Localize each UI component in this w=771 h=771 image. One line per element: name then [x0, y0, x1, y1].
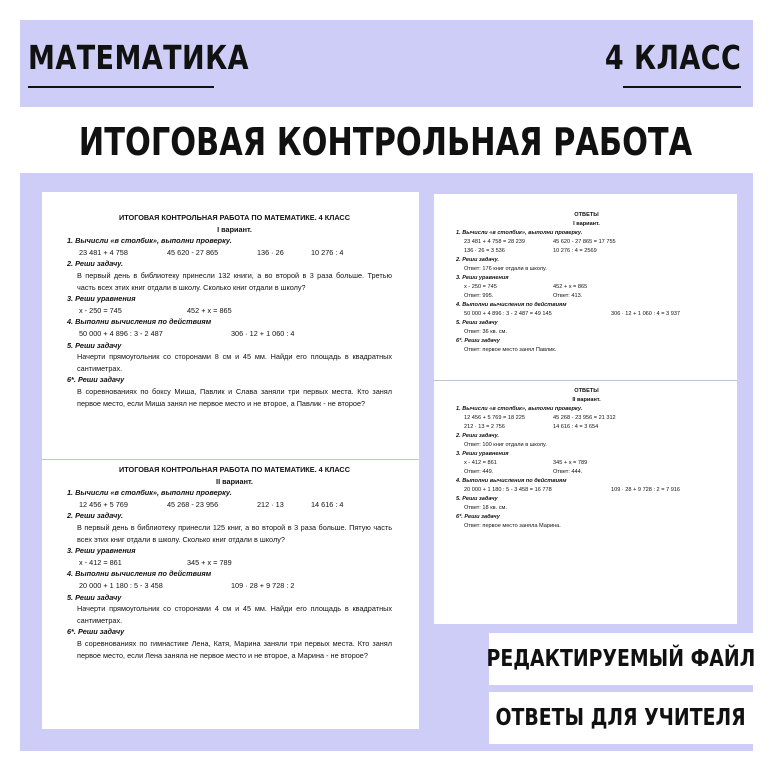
- question-3-items: [77, 557, 392, 569]
- question-4: 4. Выполни вычисления по действиям: [456, 478, 567, 484]
- answer: Ответ: 449.: [464, 469, 494, 475]
- question-1: 1. Вычисли «в столбик», выполни проверку.: [67, 236, 232, 246]
- question-6-text: В соревнованиях по боксу Миша, Павлик и Слава заняли три первых места. Кто занял первое место, если Миша занял не первое место и не второе, а Павлик - не второе?: [77, 386, 392, 408]
- question-1-items: [77, 247, 392, 259]
- question-5: 5. Реши задачу: [67, 340, 122, 350]
- answers-title: ОТВЕТЫ: [574, 212, 599, 218]
- equation: 345 + х = 789: [187, 557, 232, 567]
- page-title: ИТОГОВАЯ КОНТРОЛЬНАЯ РАБОТА: [78, 120, 693, 164]
- teacher-answers-badge: [489, 692, 753, 744]
- answer-row: [456, 459, 717, 468]
- question-4: 4. Выполни вычисления по действиям: [67, 569, 212, 579]
- answer-row: [456, 486, 717, 495]
- equation: 345 + х = 789: [553, 460, 588, 466]
- expression: 45 268 - 23 956: [167, 499, 219, 509]
- answer-row: [456, 468, 717, 477]
- answers-variant-1: [434, 194, 737, 355]
- expression: 136 · 26: [257, 247, 284, 257]
- question-5-text: Начерти прямоугольник со сторонами 8 см и 45 мм. Найди его площадь в квадратных сантиметрах.: [77, 352, 392, 373]
- test-title: ИТОГОВАЯ КОНТРОЛЬНАЯ РАБОТА ПО МАТЕМАТИКЕ. 4 КЛАСС: [119, 465, 350, 474]
- answer: Ответ: 995.: [464, 293, 494, 299]
- question-6-text: В соревнованиях по гимнастике Лена, Катя, Марина заняли три первых места. Кто занял первое место, если Лена заняла не первое место и не второе, а Марина - не второе?: [77, 638, 392, 660]
- answer: 14 616 : 4 = 3 654: [553, 424, 599, 430]
- answers-title: ОТВЕТЫ: [574, 388, 599, 394]
- question-6: 6*. Реши задачу: [67, 627, 125, 637]
- expression: 20 000 + 1 180 : 5 - 3 458: [79, 580, 163, 590]
- question-5: 5. Реши задачу: [456, 320, 498, 326]
- question-1: 1. Вычисли «в столбик», выполни проверку.: [456, 406, 583, 412]
- answer: 10 276 : 4 = 2569: [553, 248, 597, 254]
- question-2: 2. Реши задачу.: [456, 257, 499, 263]
- answer: Ответ: 18 кв. см.: [464, 505, 507, 511]
- question-3: 3. Реши уравнения: [67, 294, 136, 304]
- answer-row: [456, 247, 717, 256]
- variant-label: I вариант.: [217, 224, 252, 234]
- answer: 109 · 28 + 9 728 : 2 = 7 916: [611, 487, 681, 493]
- question-1-items: [77, 499, 392, 511]
- equation: 452 + х = 865: [553, 284, 588, 290]
- expression: 14 616 : 4: [311, 499, 344, 509]
- question-1: 1. Вычисли «в столбик», выполни проверку.: [67, 488, 232, 498]
- question-5: 5. Реши задачу: [456, 496, 498, 502]
- question-1: 1. Вычисли «в столбик», выполни проверку.: [456, 230, 583, 236]
- variant-label: II вариант.: [572, 397, 601, 403]
- answer-row: [456, 310, 717, 319]
- teacher-answers-label: ОТВЕТЫ ДЛЯ УЧИТЕЛЯ: [495, 705, 747, 731]
- answer-row: [456, 423, 717, 432]
- question-3: 3. Реши уравнения: [67, 546, 136, 556]
- question-4-items: [77, 328, 392, 340]
- question-2-text: В первый день в библиотеку принесли 125 книг, а во второй в 3 раза больше. Пятую часть всех этих книг отдали в школу. Сколько книг отдали в школу?: [77, 522, 392, 544]
- answer: 45 268 - 23 956 = 21 312: [553, 415, 616, 421]
- answer: 212 · 13 = 2 756: [464, 424, 505, 430]
- answer: 306 · 12 + 1 060 : 4 = 3 937: [611, 311, 681, 317]
- question-3: 3. Реши уравнения: [456, 275, 509, 281]
- answer-row: [456, 238, 717, 247]
- answers-sheet: [434, 194, 737, 624]
- question-3: 3. Реши уравнения: [456, 451, 509, 457]
- editable-file-label: РЕДАКТИРУЕМЫЙ ФАЙЛ: [486, 646, 756, 672]
- variant-label: I вариант.: [573, 221, 600, 227]
- answer: 136 · 26 = 3 536: [464, 248, 505, 254]
- question-5: 5. Реши задачу: [67, 592, 122, 602]
- expression: 306 · 12 + 1 060 : 4: [231, 328, 295, 338]
- answer-row: [456, 292, 717, 301]
- question-6: 6*. Реши задачу: [456, 338, 500, 344]
- subject-underline: [28, 86, 214, 88]
- editable-file-badge: [486, 633, 756, 685]
- test-title: ИТОГОВАЯ КОНТРОЛЬНАЯ РАБОТА ПО МАТЕМАТИКЕ. 4 КЛАСС: [119, 213, 350, 222]
- expression: 12 456 + 5 769: [79, 499, 128, 509]
- expression: 212 · 13: [257, 499, 284, 509]
- expression: 109 · 28 + 9 728 : 2: [231, 580, 295, 590]
- variant-label: II вариант.: [216, 476, 253, 486]
- test-sheet: [42, 192, 419, 729]
- equation: 452 + х = 865: [187, 305, 232, 315]
- answer: Ответ: 413.: [553, 293, 583, 299]
- question-4-items: [77, 580, 392, 592]
- answer: Ответ: 176 книг отдали в школу.: [464, 266, 547, 272]
- question-3-items: [77, 305, 392, 317]
- answers-divider: [434, 380, 737, 381]
- grade-label: 4 КЛАСС: [604, 38, 741, 77]
- subject-label: МАТЕМАТИКА: [28, 38, 249, 77]
- answer: Ответ: 100 книг отдали в школу.: [464, 442, 547, 448]
- expression: 23 481 + 4 758: [79, 247, 128, 257]
- question-2: 2. Реши задачу.: [67, 259, 124, 269]
- question-2: 2. Реши задачу.: [67, 511, 124, 521]
- answer: 23 481 + 4 758 = 28 239: [464, 239, 525, 245]
- answer: Ответ: первое место заняла Марина.: [464, 523, 561, 529]
- question-5-text: Начерти прямоугольник со сторонами 4 см и 45 мм. Найди его площадь в квадратных сантиметрах.: [77, 604, 392, 625]
- expression: 50 000 + 4 896 : 3 - 2 487: [79, 328, 163, 338]
- variant-2: [42, 464, 419, 661]
- answers-variant-2: [434, 387, 737, 531]
- answer: Ответ: 36 кв. см.: [464, 329, 507, 335]
- equation: х - 250 = 745: [79, 305, 122, 315]
- answer: 12 456 + 5 769 = 18 225: [464, 415, 525, 421]
- variant-divider: [42, 459, 419, 460]
- equation: х - 412 = 861: [464, 460, 497, 466]
- variant-1: [42, 192, 419, 409]
- answer: 45 620 - 27 865 = 17 755: [553, 239, 616, 245]
- expression: 45 620 - 27 865: [167, 247, 219, 257]
- answer: 50 000 + 4 896 : 3 - 2 487 = 49 145: [464, 311, 552, 317]
- answer: Ответ: 444.: [553, 469, 583, 475]
- question-2-text: В первый день в библиотеку принесли 132 книги, а во второй в 3 раза больше. Третью часть всех этих книг отдали в школу. Сколько книг отдали в школу?: [77, 270, 392, 292]
- grade-underline: [623, 86, 741, 88]
- question-6: 6*. Реши задачу: [456, 514, 500, 520]
- equation: х - 412 = 861: [79, 557, 122, 567]
- question-6: 6*. Реши задачу: [67, 375, 125, 385]
- question-4: 4. Выполни вычисления по действиям: [456, 302, 567, 308]
- equation: х - 250 = 745: [464, 284, 497, 290]
- question-2: 2. Реши задачу.: [456, 433, 499, 439]
- question-4: 4. Выполни вычисления по действиям: [67, 317, 212, 327]
- answer-row: [456, 414, 717, 423]
- answer-row: [456, 283, 717, 292]
- answer: 20 000 + 1 180 : 5 - 3 458 = 16 778: [464, 487, 552, 493]
- expression: 10 276 : 4: [311, 247, 344, 257]
- answer: Ответ: первое место занял Павлик.: [464, 347, 557, 353]
